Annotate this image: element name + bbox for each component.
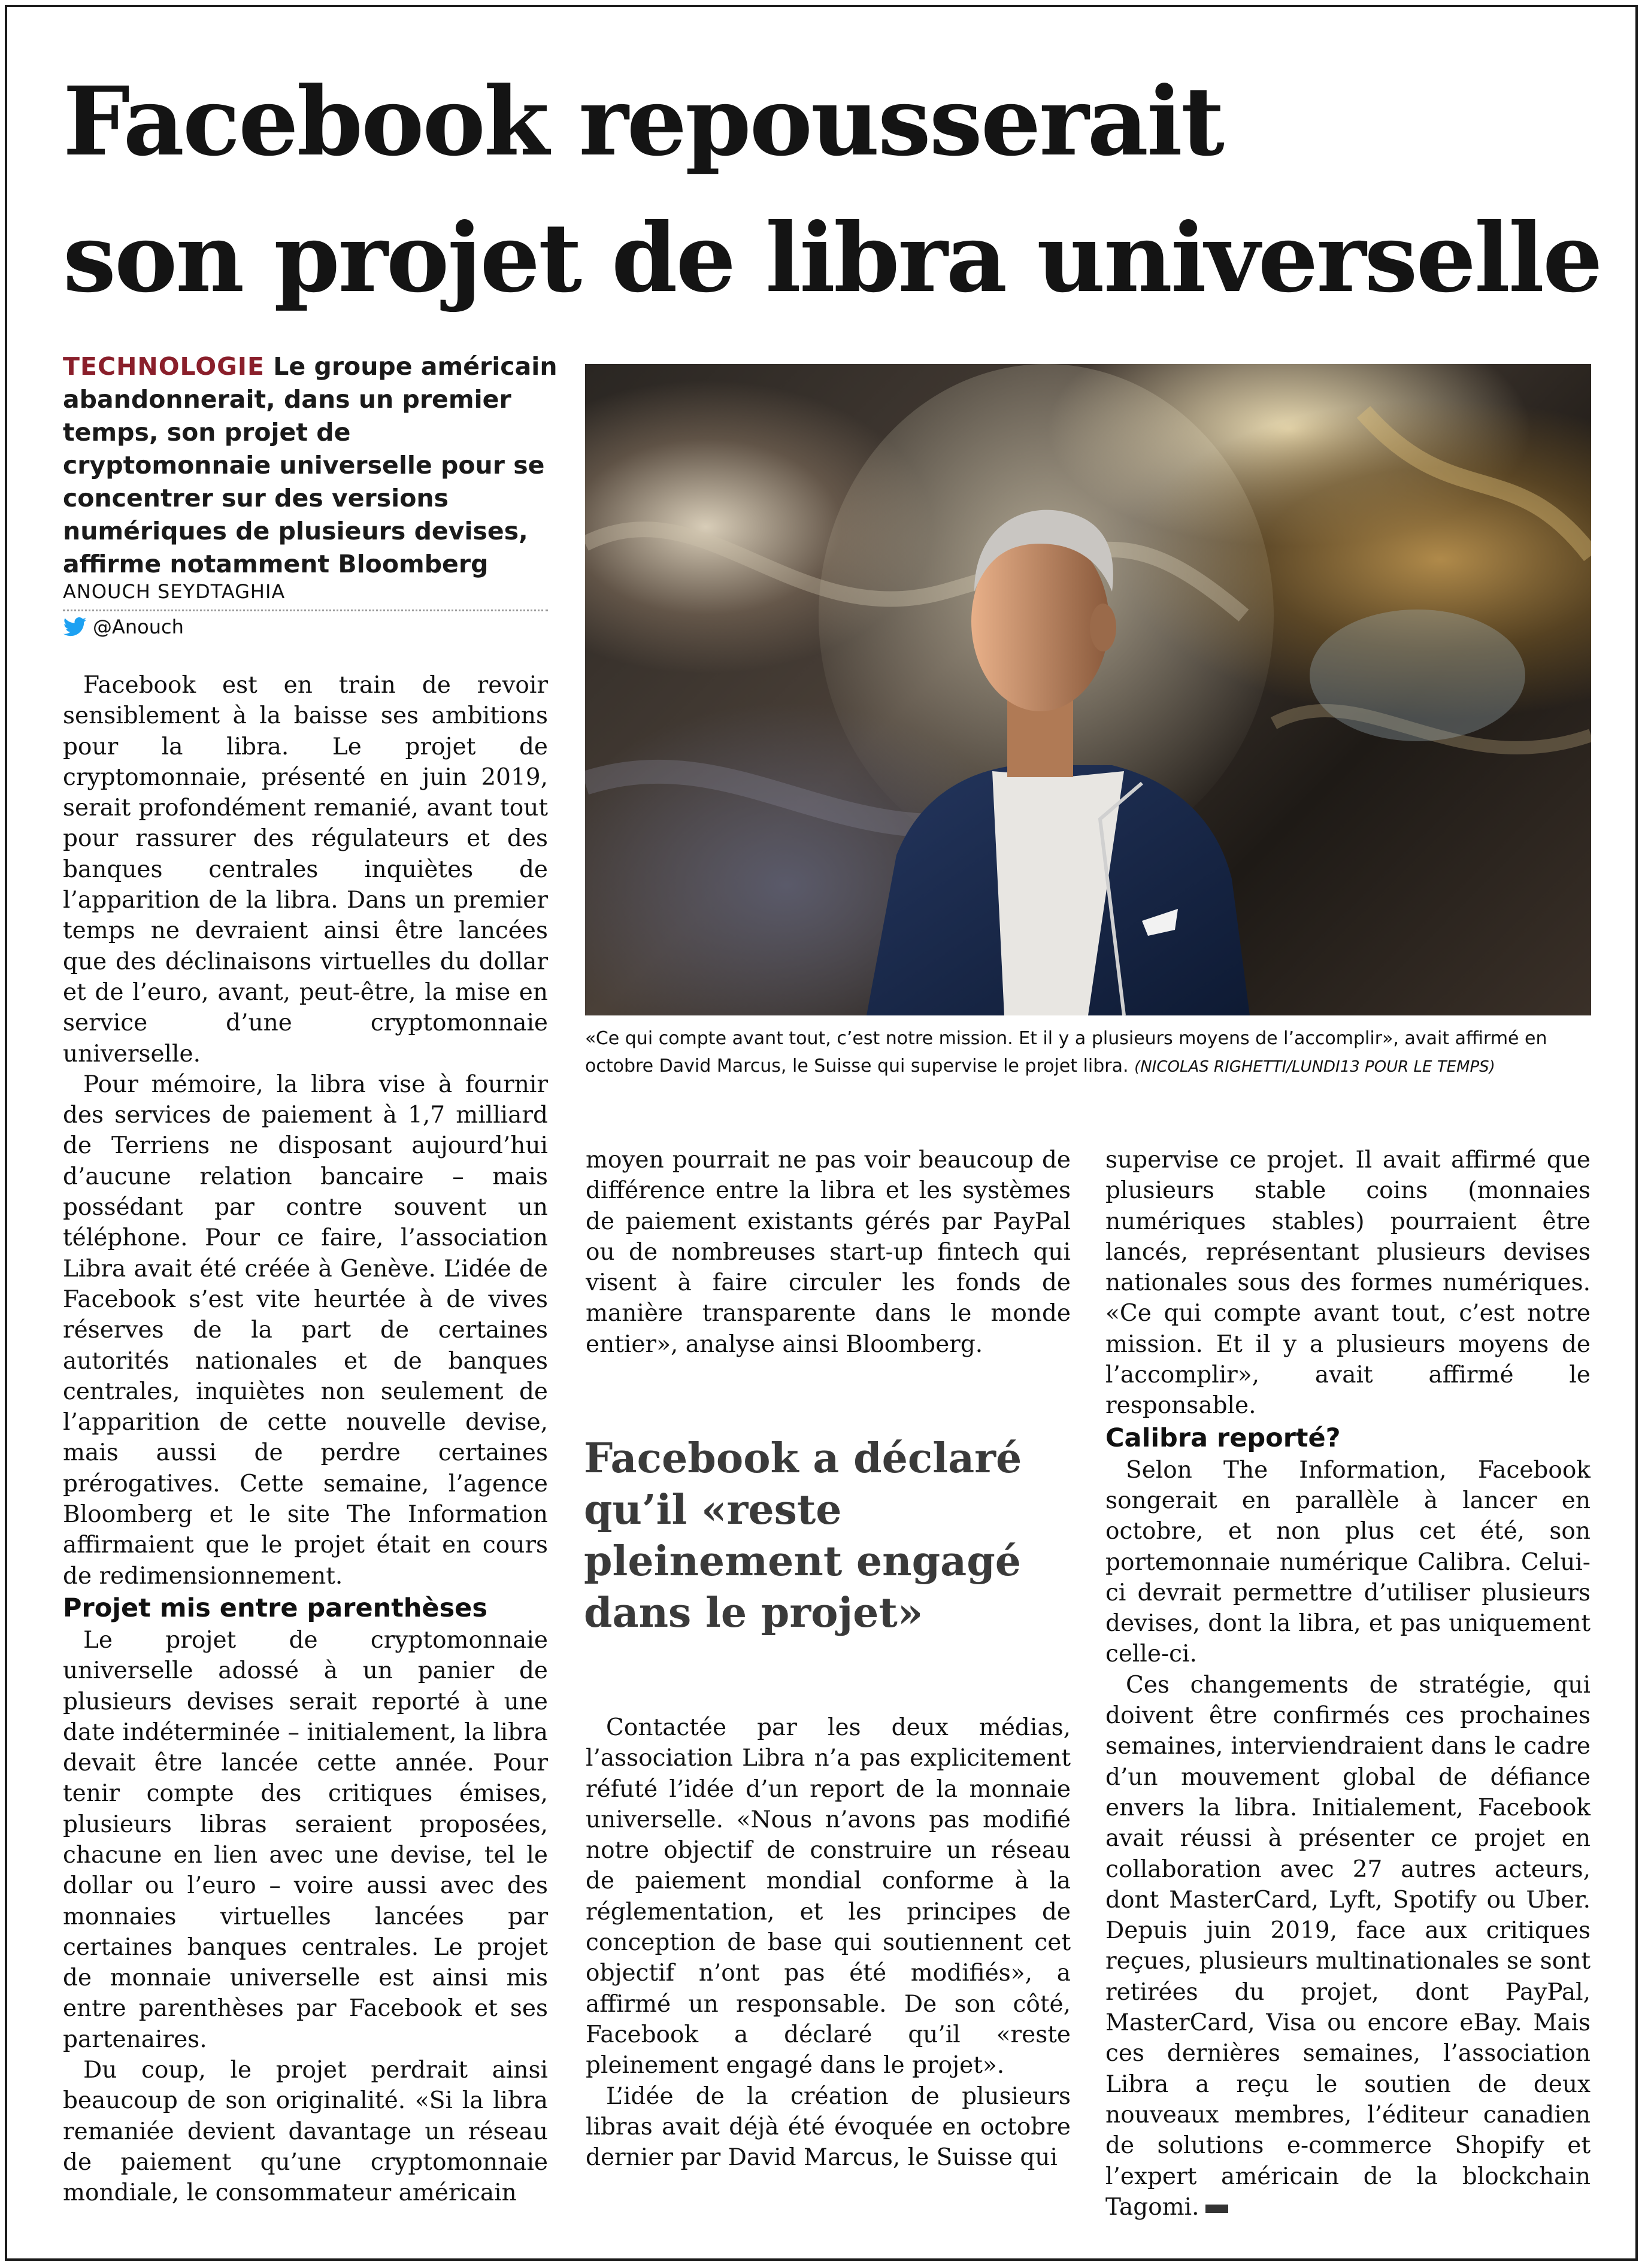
column-2-top	[586, 1145, 1071, 1360]
col1-paragraph-1: Facebook est en train de revoir sensiblement à la baisse ses ambitions pour la libra. Le projet de cryptomonnaie, présenté en juin 2019, serait profondément remanié, avant tout pour rassurer des régulateurs et des banques centrales inquiètes de l’apparition de la libra. Dans un premier temps ne devraient ainsi être lancées que des déclinaisons virtuelles du dollar et de l’euro, avant, peut-être, la mise en service d’une cryptomonnaie universelle.	[63, 672, 548, 1068]
caption-text: «Ce qui compte avant tout, c’est notre mission. Et il y a plusieurs moyens de l’accomplir», avait affirmé en octobre David Marcus, le Suisse qui supervise le projet libra.	[585, 1028, 1547, 1077]
author-twitter[interactable]	[63, 614, 184, 640]
col1-paragraph-4: Du coup, le projet perdrait ainsi beaucoup de son originalité. «Si la libra remaniée devient davantage un réseau de paiement qu’une cryptomonnaie mondiale, le consommateur américain	[63, 2057, 548, 2207]
col2-paragraph-1: moyen pourrait ne pas voir beaucoup de différence entre la libra et les systèmes de paiement existants gérés par PayPal ou de nombreuses start-up fintech qui visent à faire circuler les fonds de manière transparente dans le monde entier», analyse ainsi Bloomberg.	[586, 1147, 1071, 1358]
rubric-label: TECHNOLOGIE	[63, 352, 265, 381]
subhead-calibra: Calibra reporté?	[1105, 1423, 1341, 1453]
headline-line-2: son projet de libra universelle	[63, 203, 1601, 314]
author-byline: ANOUCH SEYDTAGHIA	[63, 578, 548, 611]
col2-paragraph-2: Contactée par les deux médias, l’association Libra n’a pas explicitement réfuté l’idée d’un report de la monnaie universelle. «Nous n’avons pas modifié notre objectif de construire un réseau de paiement mondial conforme à la réglementation, et les principes de conception de base qui soutiennent cet objectif n’ont pas été modifiés», a affirmé un responsable. De son côté, Facebook a déclaré qu’il «reste pleinement engagé dans le projet».	[586, 1714, 1071, 2079]
col3-paragraph-3-text: Ces changements de stratégie, qui doivent être confirmés ces prochaines semaines, interviendraient dans le cadre d’un mouvement global de défiance envers la libra. Initialement, Facebook avait réussi à présenter ce projet en collaboration avec 27 autres acteurs, dont MasterCard, Lyft, Spotify ou Uber. Depuis juin 2019, face aux critiques reçues, plusieurs multinationales se sont retirées du projet, dont PayPal, MasterCard, Visa ou encore eBay. Mais ces dernières semaines, l’association Libra a reçu le soutien de deux nouveaux membres, l’éditeur canadien de solutions e-commerce Shopify et l’expert américain de la blockchain Tagomi.	[1105, 1671, 1591, 2221]
lead-text: Le groupe américain abandonnerait, dans un premier temps, son projet de cryptomonnaie universelle pour se concentrer sur des versions numériques de plusieurs devises, affirme notamment Bloomberg	[63, 352, 558, 578]
col2-paragraph-3: L’idée de la création de plusieurs libras avait déjà été évoquée en octobre dernier par David Marcus, le Suisse qui	[586, 2082, 1071, 2172]
column-3	[1105, 1145, 1591, 2222]
col1-paragraph-3: Le projet de cryptomonnaie universelle adossé à un panier de plusieurs devises serait reporté à une date indéterminée – initialement, la libra devait être lancée cette année. Pour tenir compte des critiques émises, plusieurs libras seraient proposées, chacune en lien avec une devise, tel le dollar ou l’euro – voire aussi avec des monnaies virtuelles lancées par certaines banques centrales. Le projet de monnaie universelle est ainsi mis entre parenthèses par Facebook et ses partenaires.	[63, 1626, 549, 2053]
subhead-projet: Projet mis entre parenthèses	[63, 1593, 487, 1623]
col1-paragraph-2: Pour mémoire, la libra vise à fournir des services de paiement à 1,7 milliard de Terriens ne disposant aujourd’hui d’aucune relation bancaire – mais possédant par contre souvent un téléphone. Pour ce faire, l’association Libra avait été créée à Genève. L’idée de Facebook s’est vite heurtée à de vives réserves de la part de certaines autorités nationales et de banques centrales, inquiètes non seulement de l’apparition de cette nouvelle devise, mais aussi de perdre certaines prérogatives. Cette semaine, l’agence Bloomberg et le site The Information affirmaient que le projet était en cours de redimensionnement.	[63, 1071, 548, 1590]
article-headline	[63, 54, 1620, 327]
col3-paragraph-1: supervise ce projet. Il avait affirmé que plusieurs stable coins (monnaies numériques stables) pourraient être lancés, représentant plusieurs devises nationales sous des formes numériques. «Ce qui compte avant tout, c’est notre mission. Et il y a plusieurs moyens de l’accomplir», avait affirmé le responsable.	[1105, 1147, 1591, 1420]
col3-paragraph-3	[1105, 1670, 1591, 2222]
headline-line-1: Facebook repousserait	[63, 66, 1223, 177]
end-of-article-mark	[1205, 2205, 1228, 2213]
portrait-illustration	[585, 364, 1591, 1015]
pull-quote: Facebook a déclaré qu’il «reste pleinement engagé dans le projet»	[584, 1435, 1022, 1637]
column-2-bottom	[586, 1712, 1071, 2173]
col3-paragraph-2: Selon The Information, Facebook songerait en parallèle à lancer en octobre, et non plus cet été, son portemonnaie numérique Calibra. Celui-ci devrait permettre d’utiliser plusieurs devises, dont la libra, et pas uniquement celle-ci.	[1105, 1456, 1591, 1668]
twitter-handle: @Anouch	[93, 615, 184, 638]
photo-credit: (NICOLAS RIGHETTI/LUNDI13 POUR LE TEMPS)	[1134, 1058, 1495, 1076]
twitter-bird-icon	[63, 617, 87, 636]
photo-caption	[585, 1025, 1597, 1081]
article-photo	[585, 364, 1591, 1015]
column-1	[63, 670, 548, 2209]
article-lead	[63, 350, 560, 581]
